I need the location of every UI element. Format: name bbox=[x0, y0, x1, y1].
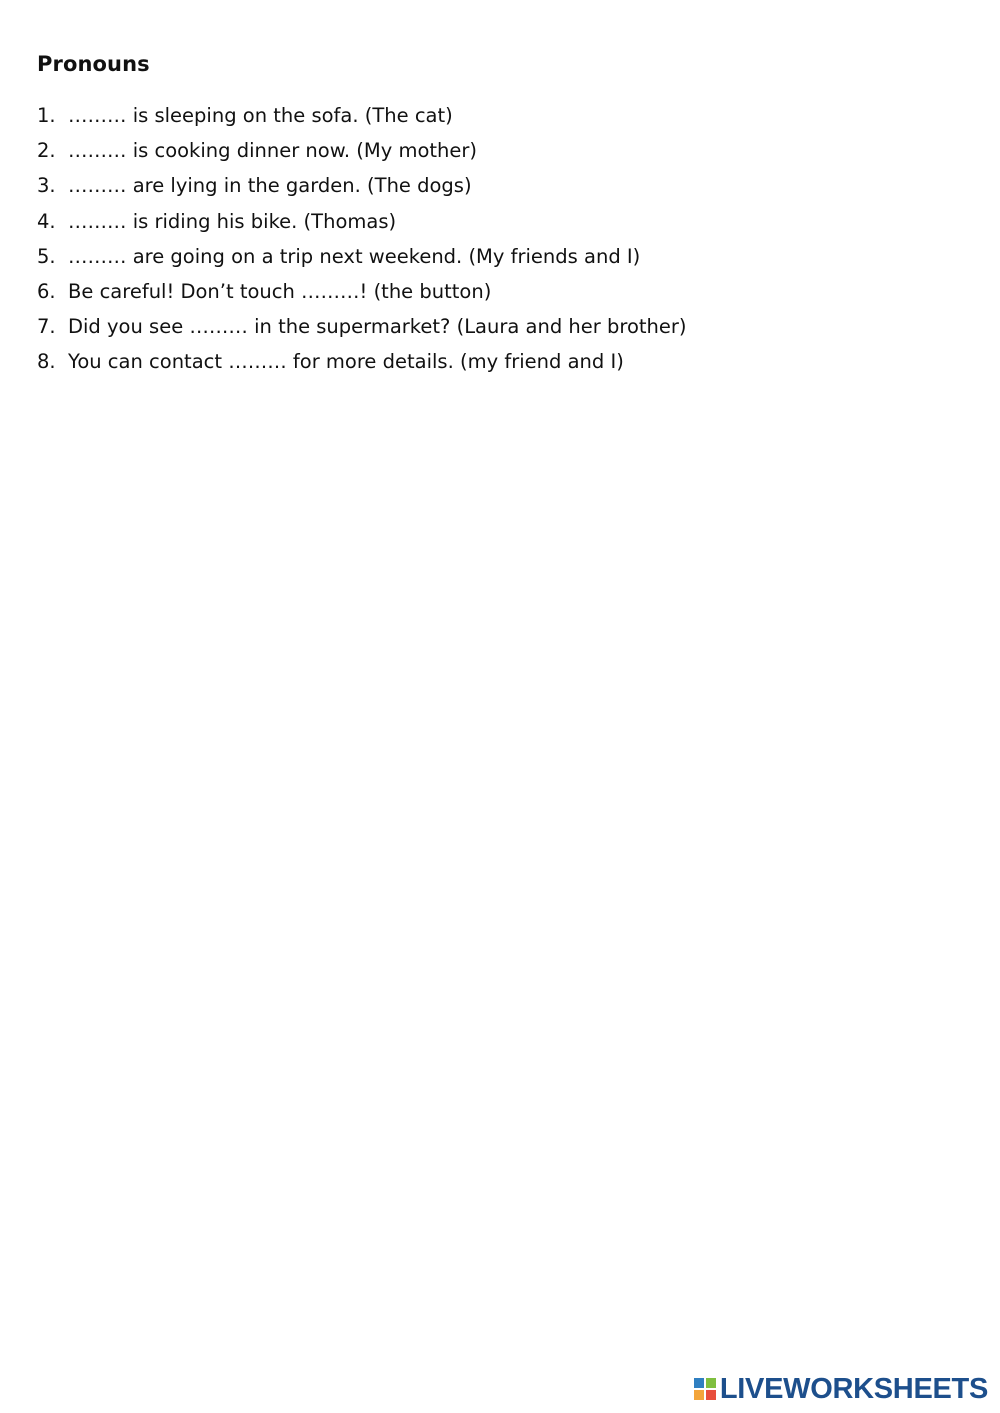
logo-square-red bbox=[706, 1390, 716, 1400]
item-text: Did you see ……… in the supermarket? (Laura and her brother) bbox=[68, 315, 687, 339]
item-number: 2. bbox=[37, 139, 56, 163]
item-number: 4. bbox=[37, 209, 56, 233]
exercise-item-3 bbox=[37, 171, 687, 206]
item-text: ……… is riding his bike. (Thomas) bbox=[68, 209, 397, 233]
exercise-item-6 bbox=[37, 277, 687, 312]
logo-square-green bbox=[706, 1378, 716, 1388]
logo-square-orange bbox=[694, 1390, 704, 1400]
exercise-item-1 bbox=[37, 101, 687, 136]
item-text: ……… is cooking dinner now. (My mother) bbox=[68, 139, 477, 163]
exercise-item-2 bbox=[37, 136, 687, 171]
item-number: 5. bbox=[37, 244, 56, 268]
worksheet-title: Pronouns bbox=[37, 52, 150, 76]
item-number: 7. bbox=[37, 315, 56, 339]
exercise-list bbox=[37, 101, 687, 383]
logo-wordmark: LIVEWORKSHEETS bbox=[719, 1373, 988, 1405]
item-number: 8. bbox=[37, 350, 56, 374]
exercise-item-5 bbox=[37, 242, 687, 277]
item-number: 3. bbox=[37, 174, 56, 198]
item-text: You can contact ……… for more details. (my friend and I) bbox=[68, 350, 624, 374]
exercise-item-8 bbox=[37, 347, 687, 382]
liveworksheets-logo bbox=[694, 1373, 988, 1405]
item-text: ……… is sleeping on the sofa. (The cat) bbox=[68, 104, 453, 127]
item-number: 1. bbox=[37, 104, 56, 127]
exercise-item-4 bbox=[37, 207, 687, 242]
exercise-item-7 bbox=[37, 312, 687, 347]
item-text: ……… are going on a trip next weekend. (My friends and I) bbox=[68, 244, 641, 268]
item-number: 6. bbox=[37, 279, 56, 303]
logo-square-blue bbox=[694, 1378, 704, 1388]
item-text: ……… are lying in the garden. (The dogs) bbox=[68, 174, 472, 198]
liveworksheets-logo-icon bbox=[694, 1378, 716, 1400]
item-text: Be careful! Don’t touch ………! (the button) bbox=[68, 279, 492, 303]
